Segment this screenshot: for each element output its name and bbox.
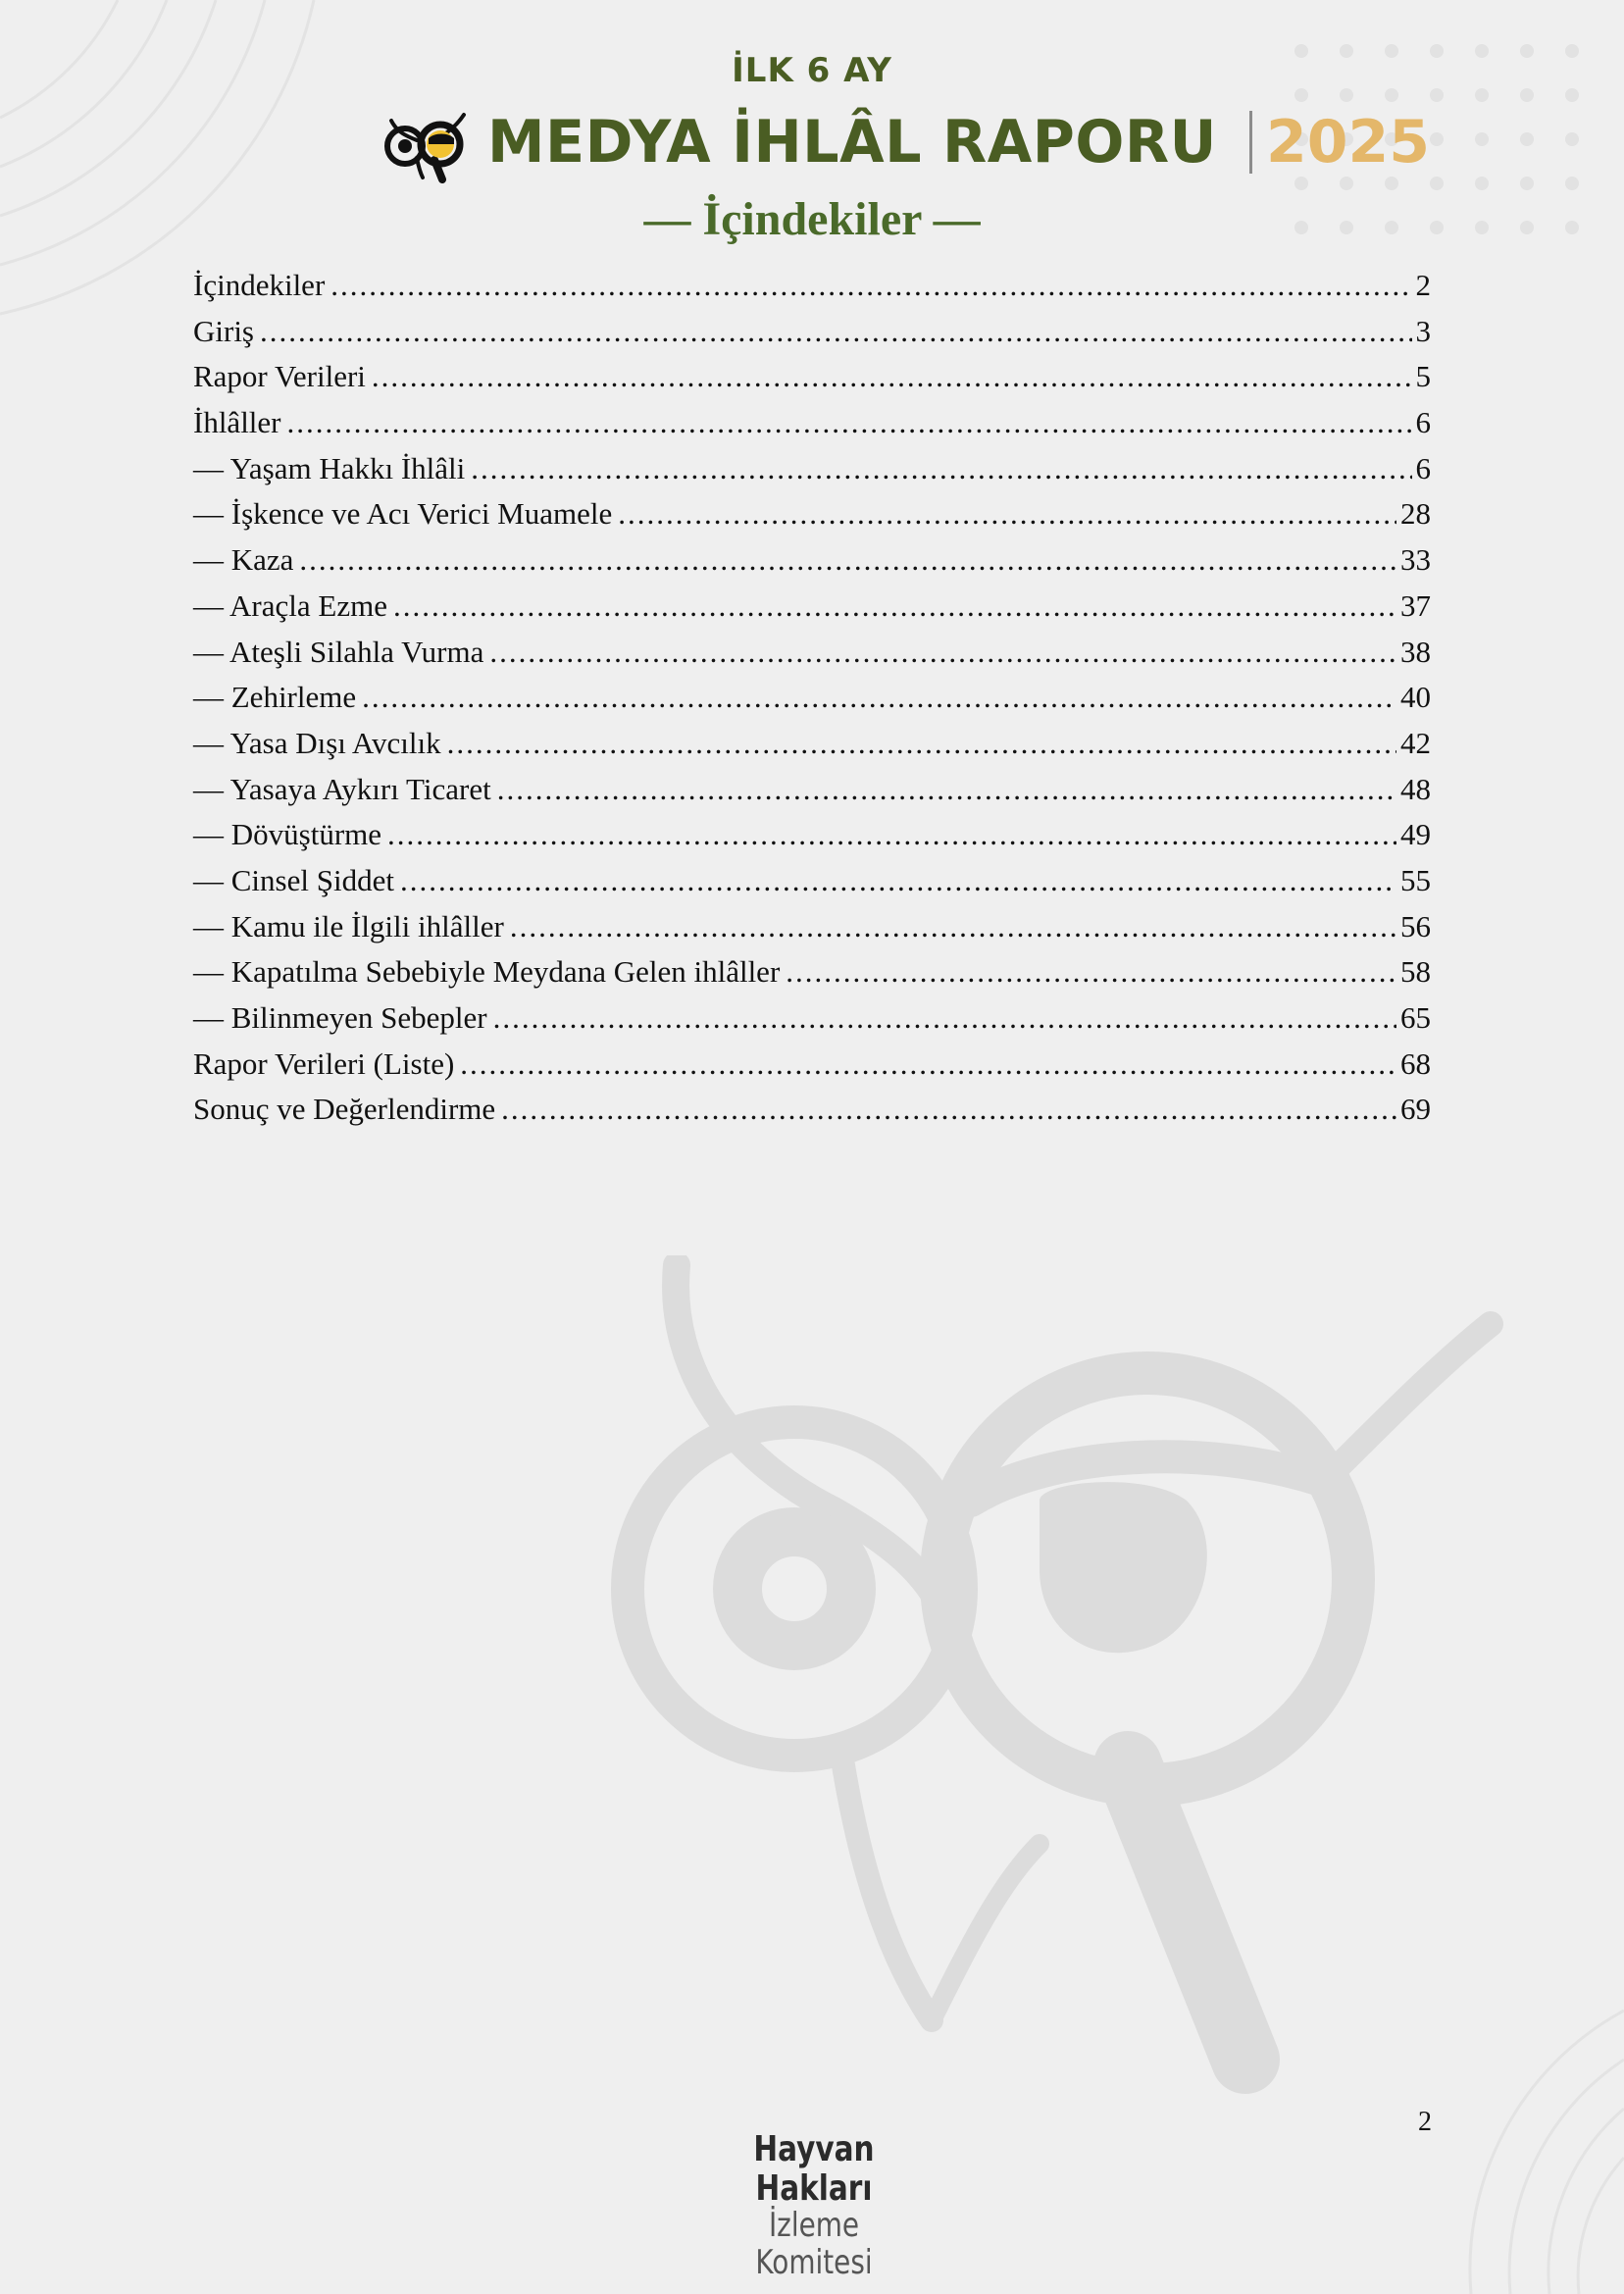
toc-entry[interactable] [193,630,1431,676]
toc-entry-page: 68 [1400,1045,1431,1081]
toc-entry-label: — Zehirleme [193,680,357,715]
toc-dot-leader [287,400,1412,446]
toc-dot-leader [387,812,1396,858]
owl-watermark-icon [579,1255,1540,2099]
toc-entry-label: — Kamu ile İlgili ihlâller [193,908,504,943]
toc-entry[interactable] [193,309,1431,355]
toc-dot-leader [299,537,1396,584]
toc-entry-label: — Yasa Dışı Avcılık [193,725,441,760]
toc-entry-page: 38 [1400,634,1431,669]
toc-entry-label: — Araçla Ezme [193,587,387,623]
toc-entry[interactable] [193,812,1431,858]
toc-entry-page: 48 [1400,771,1431,806]
toc-dot-leader [393,584,1396,630]
toc-entry[interactable] [193,675,1431,721]
toc-entry-label: — Yasaya Aykırı Ticaret [193,771,491,806]
toc-entry-label: Rapor Verileri [193,359,366,394]
toc-entry-page: 33 [1400,542,1431,578]
toc-dot-leader [447,721,1396,767]
toc-dot-leader [493,995,1396,1042]
toc-entry[interactable] [193,491,1431,537]
toc-dot-leader [471,446,1411,492]
toc-entry-page: 49 [1400,817,1431,852]
owl-logo-icon [378,101,472,183]
toc-entry-label: — Bilinmeyen Sebepler [193,1000,487,1035]
toc-entry[interactable] [193,904,1431,950]
toc-entry-page: 6 [1415,405,1431,440]
toc-entry-page: 28 [1400,496,1431,532]
toc-dot-leader [510,904,1396,950]
toc-entry-page: 2 [1415,268,1431,302]
toc-entry[interactable] [193,1087,1431,1133]
toc-entry-page: 58 [1400,954,1431,990]
toc-dot-leader [330,263,1411,309]
toc-dot-leader [501,1087,1396,1133]
report-title-row [378,98,1430,186]
toc-entry[interactable] [193,584,1431,630]
toc-dot-leader [489,630,1396,676]
toc-entry-label: Sonuç ve Değerlendirme [193,1092,496,1127]
toc-dot-leader [400,858,1396,904]
toc-dot-leader [497,767,1396,813]
toc-entry[interactable] [193,721,1431,767]
toc-entry[interactable] [193,767,1431,813]
title-divider [1249,111,1252,174]
toc-entry[interactable] [193,1042,1431,1088]
toc-entry-page: 65 [1400,1000,1431,1035]
page-number: 2 [1418,2107,1432,2137]
toc-entry-label: — Cinsel Şiddet [193,862,394,897]
toc-entry-label: Giriş [193,313,254,348]
toc-entry-page: 55 [1400,862,1431,897]
toc-dot-leader [460,1042,1396,1088]
toc-entry-label: — Yaşam Hakkı İhlâli [193,450,466,485]
toc-heading: — İçindekiler — [643,193,981,245]
toc-entry[interactable] [193,858,1431,904]
toc-entry-label: — Kaza [193,542,294,578]
toc-entry-label: — Kapatılma Sebebiyle Meydana Gelen ihlâller [193,954,781,990]
toc-entry[interactable] [193,537,1431,584]
toc-entry-page: 56 [1400,908,1431,943]
toc-dot-leader [618,491,1396,537]
toc-entry-page: 3 [1415,313,1431,348]
footer-organization-logo [686,2130,941,2281]
footer-org-line2: İzleme Komitesi [755,2206,873,2282]
toc-dot-leader [372,354,1412,400]
report-year: 2025 [1266,108,1431,177]
toc-dot-leader [786,949,1396,995]
toc-entry-label: — Dövüştürme [193,817,382,852]
toc-entry-label: İçindekiler [193,268,326,302]
toc-entry[interactable] [193,400,1431,446]
toc-entry-page: 5 [1415,359,1431,394]
toc-entry[interactable] [193,263,1431,309]
toc-entry[interactable] [193,446,1431,492]
toc-dot-leader [362,675,1396,721]
toc-dot-leader [260,309,1412,355]
toc-entry-page: 6 [1415,450,1431,485]
toc-entry[interactable] [193,354,1431,400]
toc-entry[interactable] [193,949,1431,995]
toc-entry-label: — Ateşli Silahla Vurma [193,634,484,669]
report-title: MEDYA İHLÂL RAPORU [487,108,1217,177]
toc-entry-page: 40 [1400,680,1431,715]
toc-entry-page: 37 [1400,587,1431,623]
toc-entry-label: — İşkence ve Acı Verici Muamele [193,496,613,532]
toc-entry-page: 69 [1400,1092,1431,1127]
footer-org-line1: Hayvan Hakları [753,2129,875,2209]
toc-entry-page: 42 [1400,725,1431,760]
toc-entry[interactable] [193,995,1431,1042]
toc-entry-label: Rapor Verileri (Liste) [193,1045,455,1081]
report-kicker: İLK 6 AY [732,51,892,90]
toc-entry-label: İhlâller [193,405,281,440]
table-of-contents [193,263,1431,1133]
